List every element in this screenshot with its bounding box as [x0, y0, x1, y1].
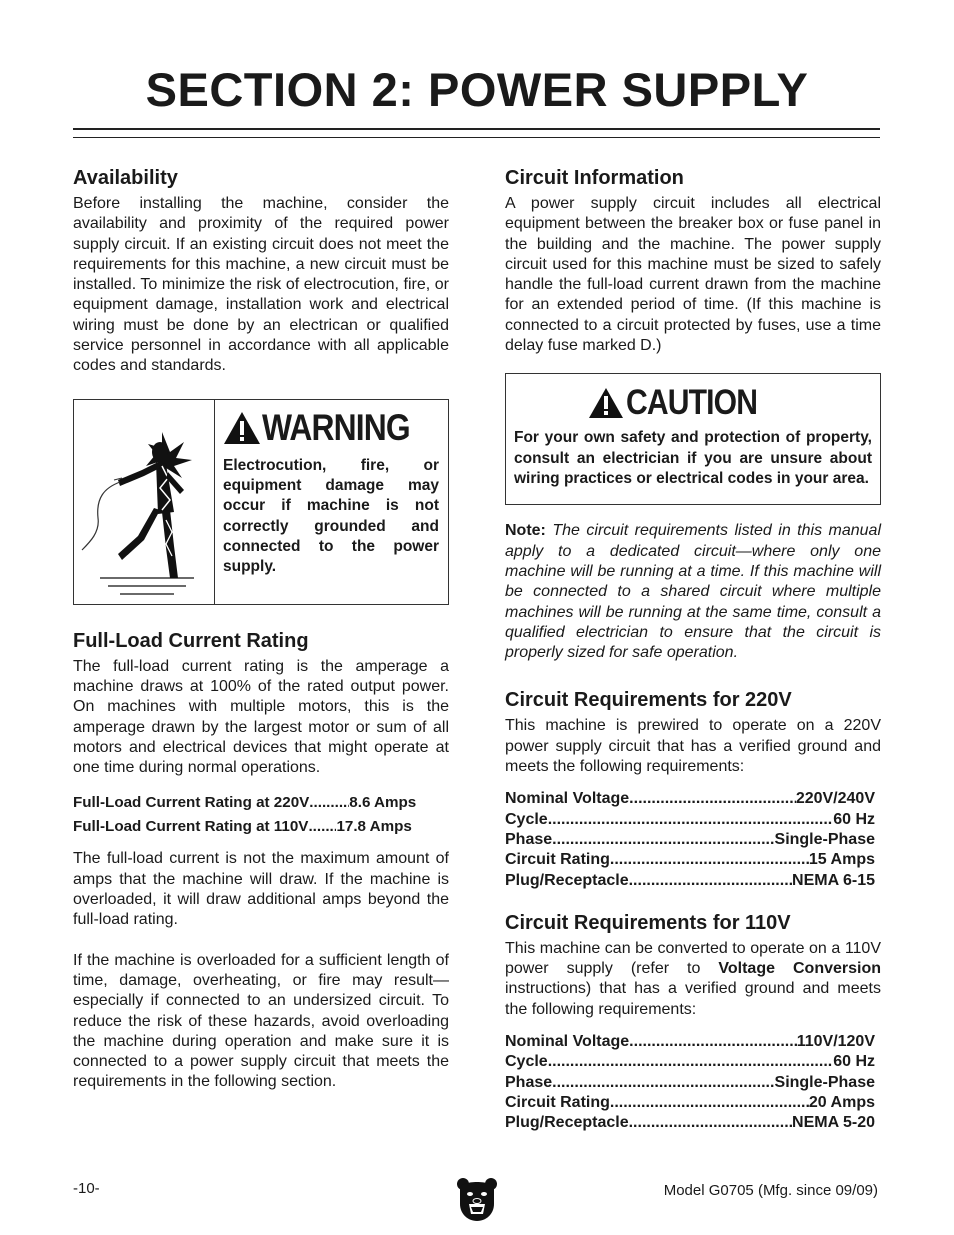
rating-220v-label: Full-Load Current Rating at 220V	[73, 794, 310, 812]
spec-value: NEMA 5-20	[792, 1114, 875, 1132]
spec-value: 110V/120V	[796, 1033, 875, 1051]
spec-value: 15 Amps	[808, 851, 875, 869]
spec-value: Single-Phase	[774, 1073, 875, 1091]
spec-label: Phase	[505, 830, 553, 848]
spec-row	[505, 850, 875, 870]
spec-value: Single-Phase	[774, 830, 875, 848]
spec-row	[505, 789, 875, 809]
rating-110v-value: 17.8 Amps	[336, 818, 412, 836]
warning-label: WARNING	[262, 406, 410, 448]
rating-110v-label: Full-Load Current Rating at 110V	[73, 818, 309, 836]
spec-label: Nominal Voltage	[505, 1033, 630, 1051]
full-load-text: The full-load current rating is the amperage a machine draws at 100% of the rated output power. On machines with multiple motors, this is the amperage drawn by the largest motor or sum of all motors and electrical devices that might operate at one time during normal operations.	[73, 657, 449, 777]
caution-text: For your own safety and protection of property, consult an electrician if you are unsure about wiring practices or electrical codes in your area.	[514, 429, 872, 487]
title-rule-thin	[73, 137, 880, 138]
full-load-heading: Full-Load Current Rating	[73, 629, 309, 652]
spec-row	[505, 1113, 875, 1133]
spec-label: Plug/Receptacle	[505, 871, 629, 889]
note-text: The circuit requirements listed in this manual apply to a dedicated circuit—where only one machine will be running at a time. If this machine will be connected to a shared circuit where multiple machines will be running at the same time, consult a qualified electrician to ensure that the circuit is properly sized for safe operation.	[505, 522, 882, 662]
spec-value: 60 Hz	[833, 810, 875, 828]
spec-row	[505, 1093, 875, 1113]
spec-label: Cycle	[505, 1053, 548, 1071]
model-info: Model G0705 (Mfg. since 09/09)	[663, 1182, 878, 1199]
req110-specs	[505, 1032, 875, 1133]
voltage-conversion-ref: Voltage Conversion	[718, 960, 882, 978]
page-number: -10-	[73, 1180, 100, 1197]
rating-110v	[73, 815, 449, 839]
warning-box	[73, 399, 449, 605]
spec-label: Circuit Rating	[505, 851, 610, 869]
req110-text-b: instructions) that has a verified ground and meets the following requirements:	[505, 980, 881, 1018]
availability-heading: Availability	[73, 167, 178, 189]
warning-triangle-icon	[223, 411, 261, 445]
warning-content	[223, 406, 439, 578]
spec-value: NEMA 6-15	[792, 871, 875, 889]
circuit-info-heading: Circuit Information	[505, 167, 684, 189]
spec-row	[505, 871, 875, 891]
full-load-text-2: The full-load current is not the maximum amount of amps that the machine will draw. If the machine is overloaded, it will draw additional amps beyond the full-load rating.	[73, 850, 449, 929]
full-load-text-3: If the machine is overloaded for a sufficient length of time, damage, overheating, or fire may result—especially if connected to an undersized circuit. To reduce the risk of these hazards, avoid overloading the machine during operation and make sure it is connected to a power supply circuit that meets the requirements in the following section.	[73, 951, 449, 1091]
spec-row	[505, 810, 875, 830]
caution-triangle-icon	[588, 387, 624, 419]
spec-label: Cycle	[505, 810, 548, 828]
req110-heading: Circuit Requirements for 110V	[505, 911, 791, 934]
spec-label: Plug/Receptacle	[505, 1114, 629, 1132]
spec-label: Nominal Voltage	[505, 790, 630, 808]
caution-signal-word	[588, 384, 872, 422]
section-title: SECTION 2: POWER SUPPLY	[145, 63, 809, 116]
right-column	[505, 166, 881, 1134]
caution-label: CAUTION	[626, 383, 758, 423]
title-rule-thick	[73, 128, 880, 130]
spec-row	[505, 1032, 875, 1052]
spec-value: 220V/240V	[795, 790, 875, 808]
electrocution-figure-icon	[74, 400, 215, 604]
req110-text	[505, 939, 881, 1020]
warning-signal-word	[223, 406, 439, 450]
spec-label: Phase	[505, 1073, 553, 1091]
note-paragraph	[505, 521, 881, 663]
availability-text: Before installing the machine, consider the availability and proximity of the required power supply circuit. If an existing circuit does not meet the requirements for this machine, a new circuit must be installed. To minimize the risk of electrocution, fire, or equipment damage, installation work and electrical wiring must be done by an electrican or qualified service personnel in accordance with all applicable codes and standards.	[73, 195, 449, 375]
spec-value: 60 Hz	[833, 1053, 875, 1071]
caution-box	[505, 373, 881, 505]
note-label: Note:	[505, 522, 546, 540]
spec-row	[505, 830, 875, 850]
req220-specs	[505, 789, 875, 890]
spec-row	[505, 1073, 875, 1093]
left-column	[73, 166, 449, 1093]
req220-heading: Circuit Requirements for 220V	[505, 689, 792, 712]
spec-value: 20 Amps	[808, 1093, 875, 1111]
req110-text-a: This machine can be converted to operate on a 110V power supply (refer to	[505, 939, 881, 978]
rating-220v	[73, 791, 449, 815]
warning-text: Electrocution, fire, or equipment damage may occur if machine is not correctly grounded and connected to the power supply.	[223, 456, 439, 576]
grizzly-bear-logo-icon	[456, 1176, 498, 1222]
circuit-info-text: A power supply circuit includes all electrical equipment between the breaker box or fuse panel in the building and the machine. The power supply circuit used for this machine must be sized to safely handle the full-load current drawn from the machine for an extended period of time. (If this machine is connected to a circuit protected by fuses, use a time delay fuse marked D.)	[505, 195, 881, 355]
rating-220v-value: 8.6 Amps	[349, 794, 417, 812]
spec-label: Circuit Rating	[505, 1093, 610, 1111]
req220-text: This machine is prewired to operate on a 220V power supply circuit that has a verified ground and meets the following requirements:	[505, 717, 881, 776]
spec-row	[505, 1052, 875, 1072]
